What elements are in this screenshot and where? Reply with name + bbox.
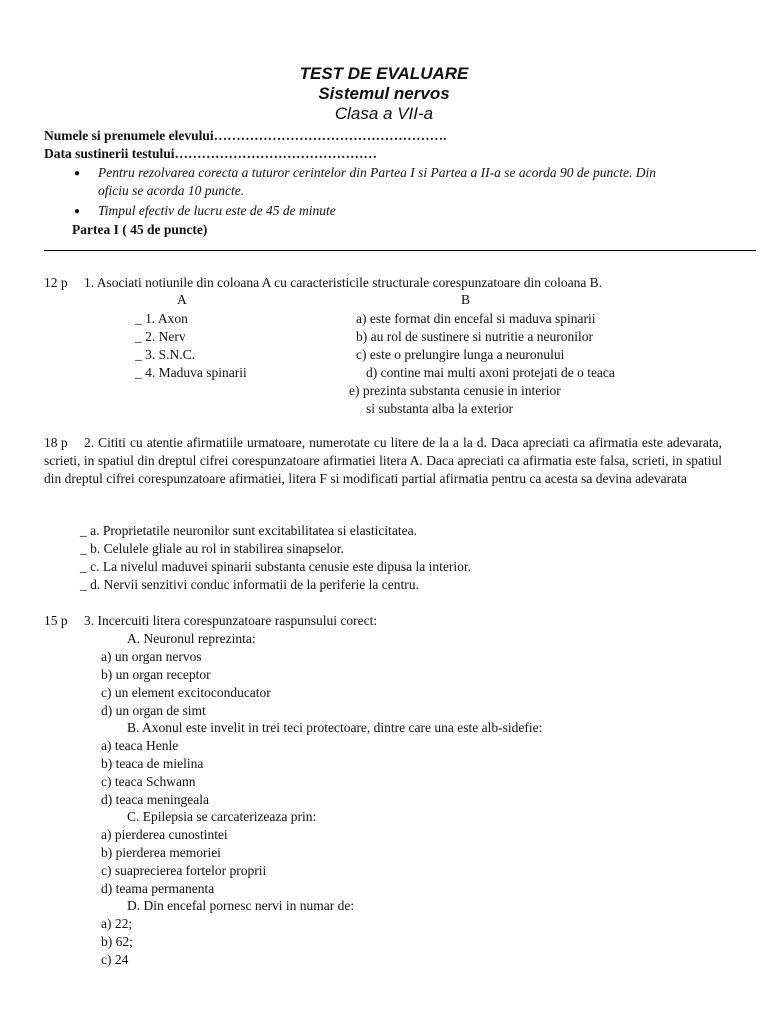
q3-option: a) un organ nervos [101,649,202,664]
q3-option: c) teaca Schwann [101,774,196,789]
q2-item: _ b. Celulele gliale au rol in stabilirea sinapselor. [80,541,344,556]
q3-subquestion-c: C. Epilepsia se carcaterizeaza prin: [127,809,317,824]
q1-a-item: _ 4. Maduva spinarii [135,365,247,380]
q1-column-b-header: B [461,292,471,307]
q1-column-a-header: A [177,292,187,307]
q3-option: b) pierderea memoriei [101,845,221,860]
instruction-points-2: oficiu se acorda 10 puncte. [98,183,245,198]
q3-option: c) un element excitoconducator [101,685,271,700]
test-subject: Sistemul nervos [318,84,450,103]
q1-a-item: _ 3. S.N.C. [135,347,196,362]
q1-b-item: d) contine mai multi axoni protejati de o teaca [366,365,615,380]
q3-option: c) 24 [101,952,129,967]
q3-option: a) 22; [101,916,133,931]
q2-points: 18 p [44,435,68,450]
instruction-time: Timpul efectiv de lucru este de 45 de minute [98,203,336,218]
bullet-icon: ● [74,168,81,179]
q3-option: b) teaca de mielina [101,756,204,771]
q3-option: c) suaprecierea fortelor proprii [101,863,267,878]
q1-points: 12 p [44,275,68,290]
q3-text: 3. Incercuiti litera corespunzatoare raspunsului corect: [84,613,378,628]
q3-subquestion-d: D. Din encefal pornesc nervi in numar de: [127,898,355,913]
student-name-line: Numele si prenumele elevului……………………………………………. [44,128,447,143]
q3-option: a) teaca Henle [101,738,179,753]
q2-item: _ a. Proprietatile neuronilor sunt excitabilitatea si elasticitatea. [80,523,418,538]
q3-points: 15 p [44,613,68,628]
test-title: TEST DE EVALUARE [299,64,469,83]
q3-option: d) un organ de simt [101,703,206,718]
q1-b-item: e) prezinta substanta cenusie in interior [349,383,561,398]
instruction-points-1: Pentru rezolvarea corecta a tuturor cerintelor din Partea I si Partea a II-a se acorda 90 de puncte. Din [98,165,657,180]
q1-b-item: c) este o prelungire lunga a neuronului [356,347,565,362]
bullet-icon: ● [74,206,81,217]
q3-option: d) teama permanenta [101,881,215,896]
q1-b-item: a) este format din encefal si maduva spinarii [356,311,596,326]
q1-a-item: _ 2. Nerv [135,329,186,344]
q2-item: _ d. Nervii senzitivi conduc informatii de la periferie la centru. [80,577,419,592]
part-heading: Partea I ( 45 de puncte) [72,222,208,237]
q3-option: b) 62; [101,934,133,949]
divider [44,250,756,251]
q2-item: _ c. La nivelul maduvei spinarii substanta cenusie este dipusa la interior. [80,559,472,574]
q2-text: 2. Cititi cu atentie afirmatiile urmatoare, numerotate cu litere de la a la d. Daca apreciati ca afirmatia este adevarata, scrieti, in spatiul din dreptul cifrei corespunzatoare afirmatiei litera A. Daca apreciati ca afirmatia este falsa, scrieti, in spatiul din dreptul cifrei corespunzatoare afirmatiei, litera F si modificati partial afirmatia pentru ca acesta sa devina adevarata [44,435,722,486]
q3-subquestion-a: A. Neuronul reprezinta: [127,631,256,646]
q1-b-item: si substanta alba la exterior [366,401,513,416]
q1-b-item: b) au rol de sustinere si nutritie a neuronilor [356,329,593,344]
q3-option: d) teaca meningeala [101,792,209,807]
q3-option: b) un organ receptor [101,667,211,682]
test-class: Clasa a VII-a [334,104,434,123]
test-date-line: Data sustinerii testului……………………………………… [44,146,378,161]
q3-option: a) pierderea cunostintei [101,827,228,842]
q1-text: 1. Asociati notiunile din coloana A cu caracteristicile structurale corespunzatoare din coloana B. [84,275,603,290]
q3-subquestion-b: B. Axonul este invelit in trei teci protectoare, dintre care una este alb-sidefie: [127,720,543,735]
q1-a-item: _ 1. Axon [135,311,188,326]
